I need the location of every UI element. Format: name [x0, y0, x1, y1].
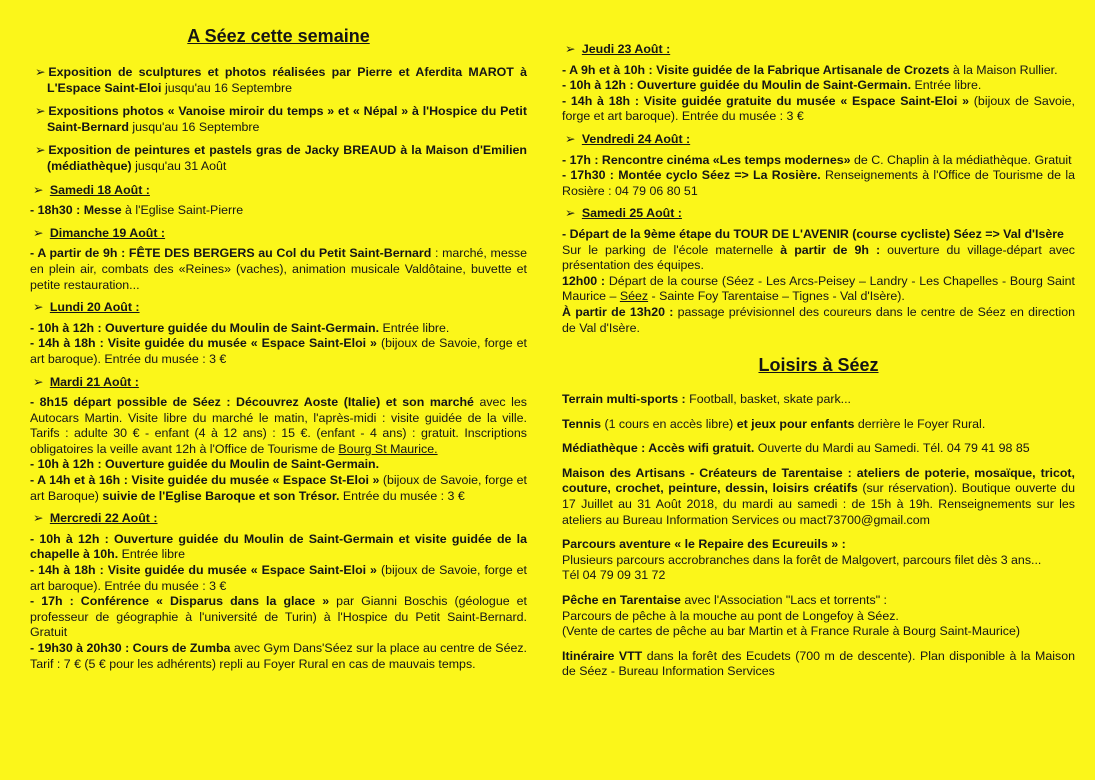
event-line: [30, 641, 527, 672]
arrow-bullet-icon: ➢: [565, 131, 576, 146]
expo-title: Expositions photos « Vanoise miroir du temps » et « Népal » à l'Hospice du Petit Saint-Bernard: [47, 104, 527, 134]
event-bold: - 8h15 départ possible de Séez : Découvrez Aoste (Italie) et son marché: [30, 395, 474, 410]
event-line: [30, 246, 527, 293]
day-label: Samedi 25 Août :: [581, 206, 682, 221]
event-bold: 12h00 :: [562, 273, 606, 288]
day-label: Vendredi 24 Août :: [581, 131, 691, 146]
arrow-bullet-icon: ➢: [33, 300, 44, 315]
event-bold: suivie de l'Eglise Baroque et son Trésor.: [102, 488, 340, 503]
arrow-bullet-icon: ➢: [565, 42, 576, 56]
event-text: à la Maison Rullier.: [949, 62, 1058, 77]
day-heading-lundi-20: [30, 300, 527, 316]
arrow-bullet-icon: ➢: [35, 104, 46, 119]
day-heading-samedi-25: [562, 206, 1075, 222]
loisir-text: derrière le Foyer Rural.: [854, 416, 986, 431]
loisir-text: Football, basket, skate park...: [685, 392, 851, 407]
event-text: - Sainte Foy Tarentaise – Tignes - Val d'Isère).: [648, 289, 905, 304]
event-text: Sur le parking de l'école maternelle: [562, 242, 781, 257]
left-column: [30, 0, 527, 672]
event-text: passage prévisionnel des coureurs dans le centre de Séez en direction de Val d'Isère.: [562, 304, 1075, 335]
day-label: Dimanche 19 Août :: [49, 225, 166, 240]
expo-dates: jusqu'au 16 Septembre: [128, 119, 260, 134]
loisir-mediatheque: [562, 441, 1075, 457]
expo-dates: jusqu'au 31 Août: [131, 158, 227, 173]
event-line: [562, 78, 1075, 94]
event-line: [30, 321, 527, 337]
event-text: Renseignements à l'Office de Tourisme de la Rosière : 04 79 06 80 51: [562, 168, 1075, 198]
event-bold: - 10h à 12h : Ouverture guidée du Moulin de Saint-Germain.: [30, 320, 380, 335]
event-text: par Gianni Boschis (géologue et professeur de géographie à l'université de Turin) à l'Hospice du Petit Saint-Bernard. Gratuit: [30, 594, 527, 640]
event-text: avec Gym Dans'Séez sur la place au centre de Séez. Tarif : 7 € (5 € pour les adhérents) repli au Foyer Rural en cas de mauvais temps.: [30, 641, 527, 671]
event-link-text: Bourg St Maurice.: [338, 441, 438, 456]
loisir-text: dans la forêt des Ecudets (700 m de descente). Plan disponible à la Maison de Séez - Bureau Information Services: [562, 648, 1075, 679]
arrow-bullet-icon: ➢: [33, 511, 44, 526]
event-text: Entrée du musée : 3 €: [339, 488, 465, 503]
event-bold: - 14h à 18h : Visite guidée gratuite du musée « Espace Saint-Eloi »: [562, 93, 970, 108]
loisirs-title: Loisirs à Séez: [758, 355, 879, 376]
arrow-bullet-icon: ➢: [33, 225, 44, 240]
loisir-text: Ouverte du Mardi au Samedi. Tél. 04 79 41 98 85: [754, 441, 1030, 456]
day-label: Lundi 20 Août :: [49, 300, 140, 315]
day-label: Jeudi 23 Août :: [581, 42, 671, 56]
event-line: [562, 94, 1075, 125]
loisir-parcours: [562, 537, 1075, 584]
event-bold: - 17h : Rencontre cinéma «Les temps modernes»: [562, 152, 851, 167]
event-line: [30, 594, 527, 641]
event-text: Entrée libre.: [911, 78, 982, 93]
event-bold: FÊTE DES BERGERS au Col du Petit Saint-Bernard: [128, 246, 432, 261]
loisir-peche: [562, 593, 1075, 640]
expo-title: Exposition de peintures et pastels gras de Jacky BREAUD à la Maison d'Emilien (médiathèque): [47, 143, 527, 173]
loisir-vtt: [562, 649, 1075, 680]
arrow-bullet-icon: ➢: [33, 374, 44, 389]
loisir-bold: Maison des Artisans - Créateurs de Tarentaise : ateliers de poterie, mosaïque, tricot, couture, crochet, peinture, dessin, loisirs créatifs: [562, 465, 1075, 496]
event-line: [562, 305, 1075, 336]
day-label: Mardi 21 Août :: [49, 374, 139, 389]
event-text: Départ de la course (Séez - Les Arcs-Peisey – Landry - Les Chapelles - Bourg Saint Maurice –: [562, 273, 1075, 304]
loisir-text: (Vente de cartes de pêche au bar Martin et à France Rurale à Bourg Saint-Maurice): [562, 624, 1021, 639]
event-line: [30, 395, 527, 457]
event-bold: - 18h30 : Messe: [30, 203, 122, 218]
event-line: [30, 532, 527, 563]
loisir-bold: Terrain multi-sports :: [562, 392, 686, 407]
event-text: avec les Autocars Martin. Visite libre du marché le matin, l'après-midi : visite guidée de la ville. Tarifs : adulte 30 € - enfant (4 à 12 ans) : 15 €. (enfant - 4 ans) : gratuit. Inscriptions obligatoires la veille avant 12h à l'Office de Tourisme de: [30, 395, 527, 456]
expo-item: [30, 65, 527, 96]
loisir-bold: Itinéraire VTT: [562, 648, 643, 663]
expo-item: [30, 104, 527, 135]
event-line: [30, 336, 527, 367]
event-bold: à partir de 9h :: [780, 242, 881, 257]
event-line: [30, 203, 527, 219]
day-heading-jeudi-23: [562, 42, 1075, 58]
event-bold: - 17h30 : Montée cyclo Séez => La Rosière.: [562, 168, 821, 183]
expo-title: Exposition de sculptures et photos réalisées par Pierre et Aferdita MAROT à L'Espace Saint-Eloi: [47, 65, 527, 95]
day-heading-mercredi-22: [30, 511, 527, 527]
event-text: (bijoux de Savoie, forge et art baroque). Entrée du musée : 3 €: [562, 93, 1075, 124]
day-heading-samedi-18: [30, 183, 527, 199]
loisir-text: (sur réservation). Boutique ouverte du 17 Juillet au 31 Août 2018, du mardi au samedi : de 15h à 19h. Renseignements sur les ateliers au Bureau Information Services ou mact73700@gmail.com: [562, 481, 1075, 527]
event-bold: - 19h30 à 20h30 : Cours de Zumba: [30, 641, 231, 655]
loisir-bold: Médiathèque : Accès wifi gratuit.: [562, 441, 755, 456]
event-line: [562, 168, 1075, 199]
event-line: [562, 63, 1075, 79]
loisir-bold: Parcours aventure « le Repaire des Ecureuils » :: [562, 537, 846, 552]
arrow-bullet-icon: ➢: [35, 143, 46, 158]
event-bold: - A partir de 9h :: [30, 246, 129, 261]
event-bold: - 10h à 12h : Ouverture guidée du Moulin de Saint-Germain.: [30, 457, 380, 472]
day-heading-dimanche-19: [30, 226, 527, 242]
event-line: [562, 243, 1075, 274]
loisir-text: Parcours de pêche à la mouche au pont de Longefoy à Séez.: [562, 608, 899, 623]
event-text: ouverture du village-départ avec présentation des équipes.: [562, 242, 1075, 273]
event-line: [562, 153, 1075, 169]
event-line: [30, 563, 527, 594]
event-bold: - A 9h et à 10h : Visite guidée de la Fabrique Artisanale de Crozets: [562, 62, 950, 77]
event-text: (bijoux de Savoie, forge et art baroque). Entrée du musée : 3 €: [30, 563, 528, 593]
loisir-artisans: [562, 466, 1075, 528]
event-bold: - Départ de la 9ème étape du TOUR DE L'AVENIR (course cycliste) Séez => Val d'Isère: [562, 226, 1064, 241]
left-title: A Séez cette semaine: [187, 26, 370, 46]
event-bold: - 14h à 18h : Visite guidée du musée « Espace Saint-Eloi »: [30, 563, 377, 578]
loisir-phone: Tél 04 79 09 31 72: [562, 568, 666, 583]
arrow-bullet-icon: ➢: [35, 65, 46, 79]
event-text: à l'Eglise Saint-Pierre: [121, 203, 244, 218]
loisir-text: (1 cours en accès libre): [601, 416, 737, 431]
event-bold: À partir de 13h20 :: [562, 304, 674, 319]
event-line: [562, 227, 1075, 243]
day-heading-vendredi-24: [562, 132, 1075, 148]
loisir-bold: Tennis: [562, 416, 602, 431]
expo-item: [30, 143, 527, 174]
event-bold: - 10h à 12h : Ouverture guidée du Moulin de Saint-Germain et visite guidée de la chapelle à 10h.: [30, 531, 527, 562]
event-text: de C. Chaplin à la médiathèque. Gratuit: [850, 152, 1072, 167]
right-column: [562, 0, 1075, 689]
event-line: [30, 457, 527, 473]
event-bold: - 17h : Conférence « Disparus dans la glace »: [30, 594, 330, 609]
event-line: [30, 473, 527, 504]
loisir-terrain: [562, 392, 1075, 408]
loisir-text: Plusieurs parcours accrobranches dans la forêt de Malgovert, parcours filet dès 3 ans...: [562, 552, 1042, 567]
loisir-text: avec l'Association "Lacs et torrents" :: [680, 593, 887, 608]
event-text: (bijoux de Savoie, forge et art baroque). Entrée du musée : 3 €: [30, 336, 528, 366]
arrow-bullet-icon: ➢: [565, 206, 576, 221]
loisir-tennis: [562, 417, 1075, 433]
event-bold: - 14h à 18h : Visite guidée du musée « Espace Saint-Eloi »: [30, 336, 377, 351]
day-label: Mercredi 22 Août :: [49, 511, 158, 526]
expo-dates: jusqu'au 16 Septembre: [161, 80, 292, 95]
event-bold: - 10h à 12h : Ouverture guidée du Moulin de Saint-Germain.: [562, 78, 912, 93]
event-text: : marché, messe en plein air, combats des «Reines» (vaches), animation musicale Valdôtaine, buvette et petite restauration...: [30, 246, 527, 292]
event-underlined: Séez: [619, 289, 649, 304]
arrow-bullet-icon: ➢: [33, 182, 44, 197]
day-label: Samedi 18 Août :: [49, 182, 150, 197]
day-heading-mardi-21: [30, 375, 527, 391]
event-text: Entrée libre.: [379, 320, 450, 335]
event-bold: - A 14h et à 16h : Visite guidée du musée « Espace St-Eloi »: [30, 473, 380, 488]
loisir-bold: Pêche en Tarentaise: [562, 593, 681, 608]
event-text: Entrée libre: [118, 547, 185, 562]
event-line: [562, 274, 1075, 305]
loisir-bold: et jeux pour enfants: [736, 416, 855, 431]
event-text: (bijoux de Savoie, forge et art Baroque): [30, 473, 527, 503]
